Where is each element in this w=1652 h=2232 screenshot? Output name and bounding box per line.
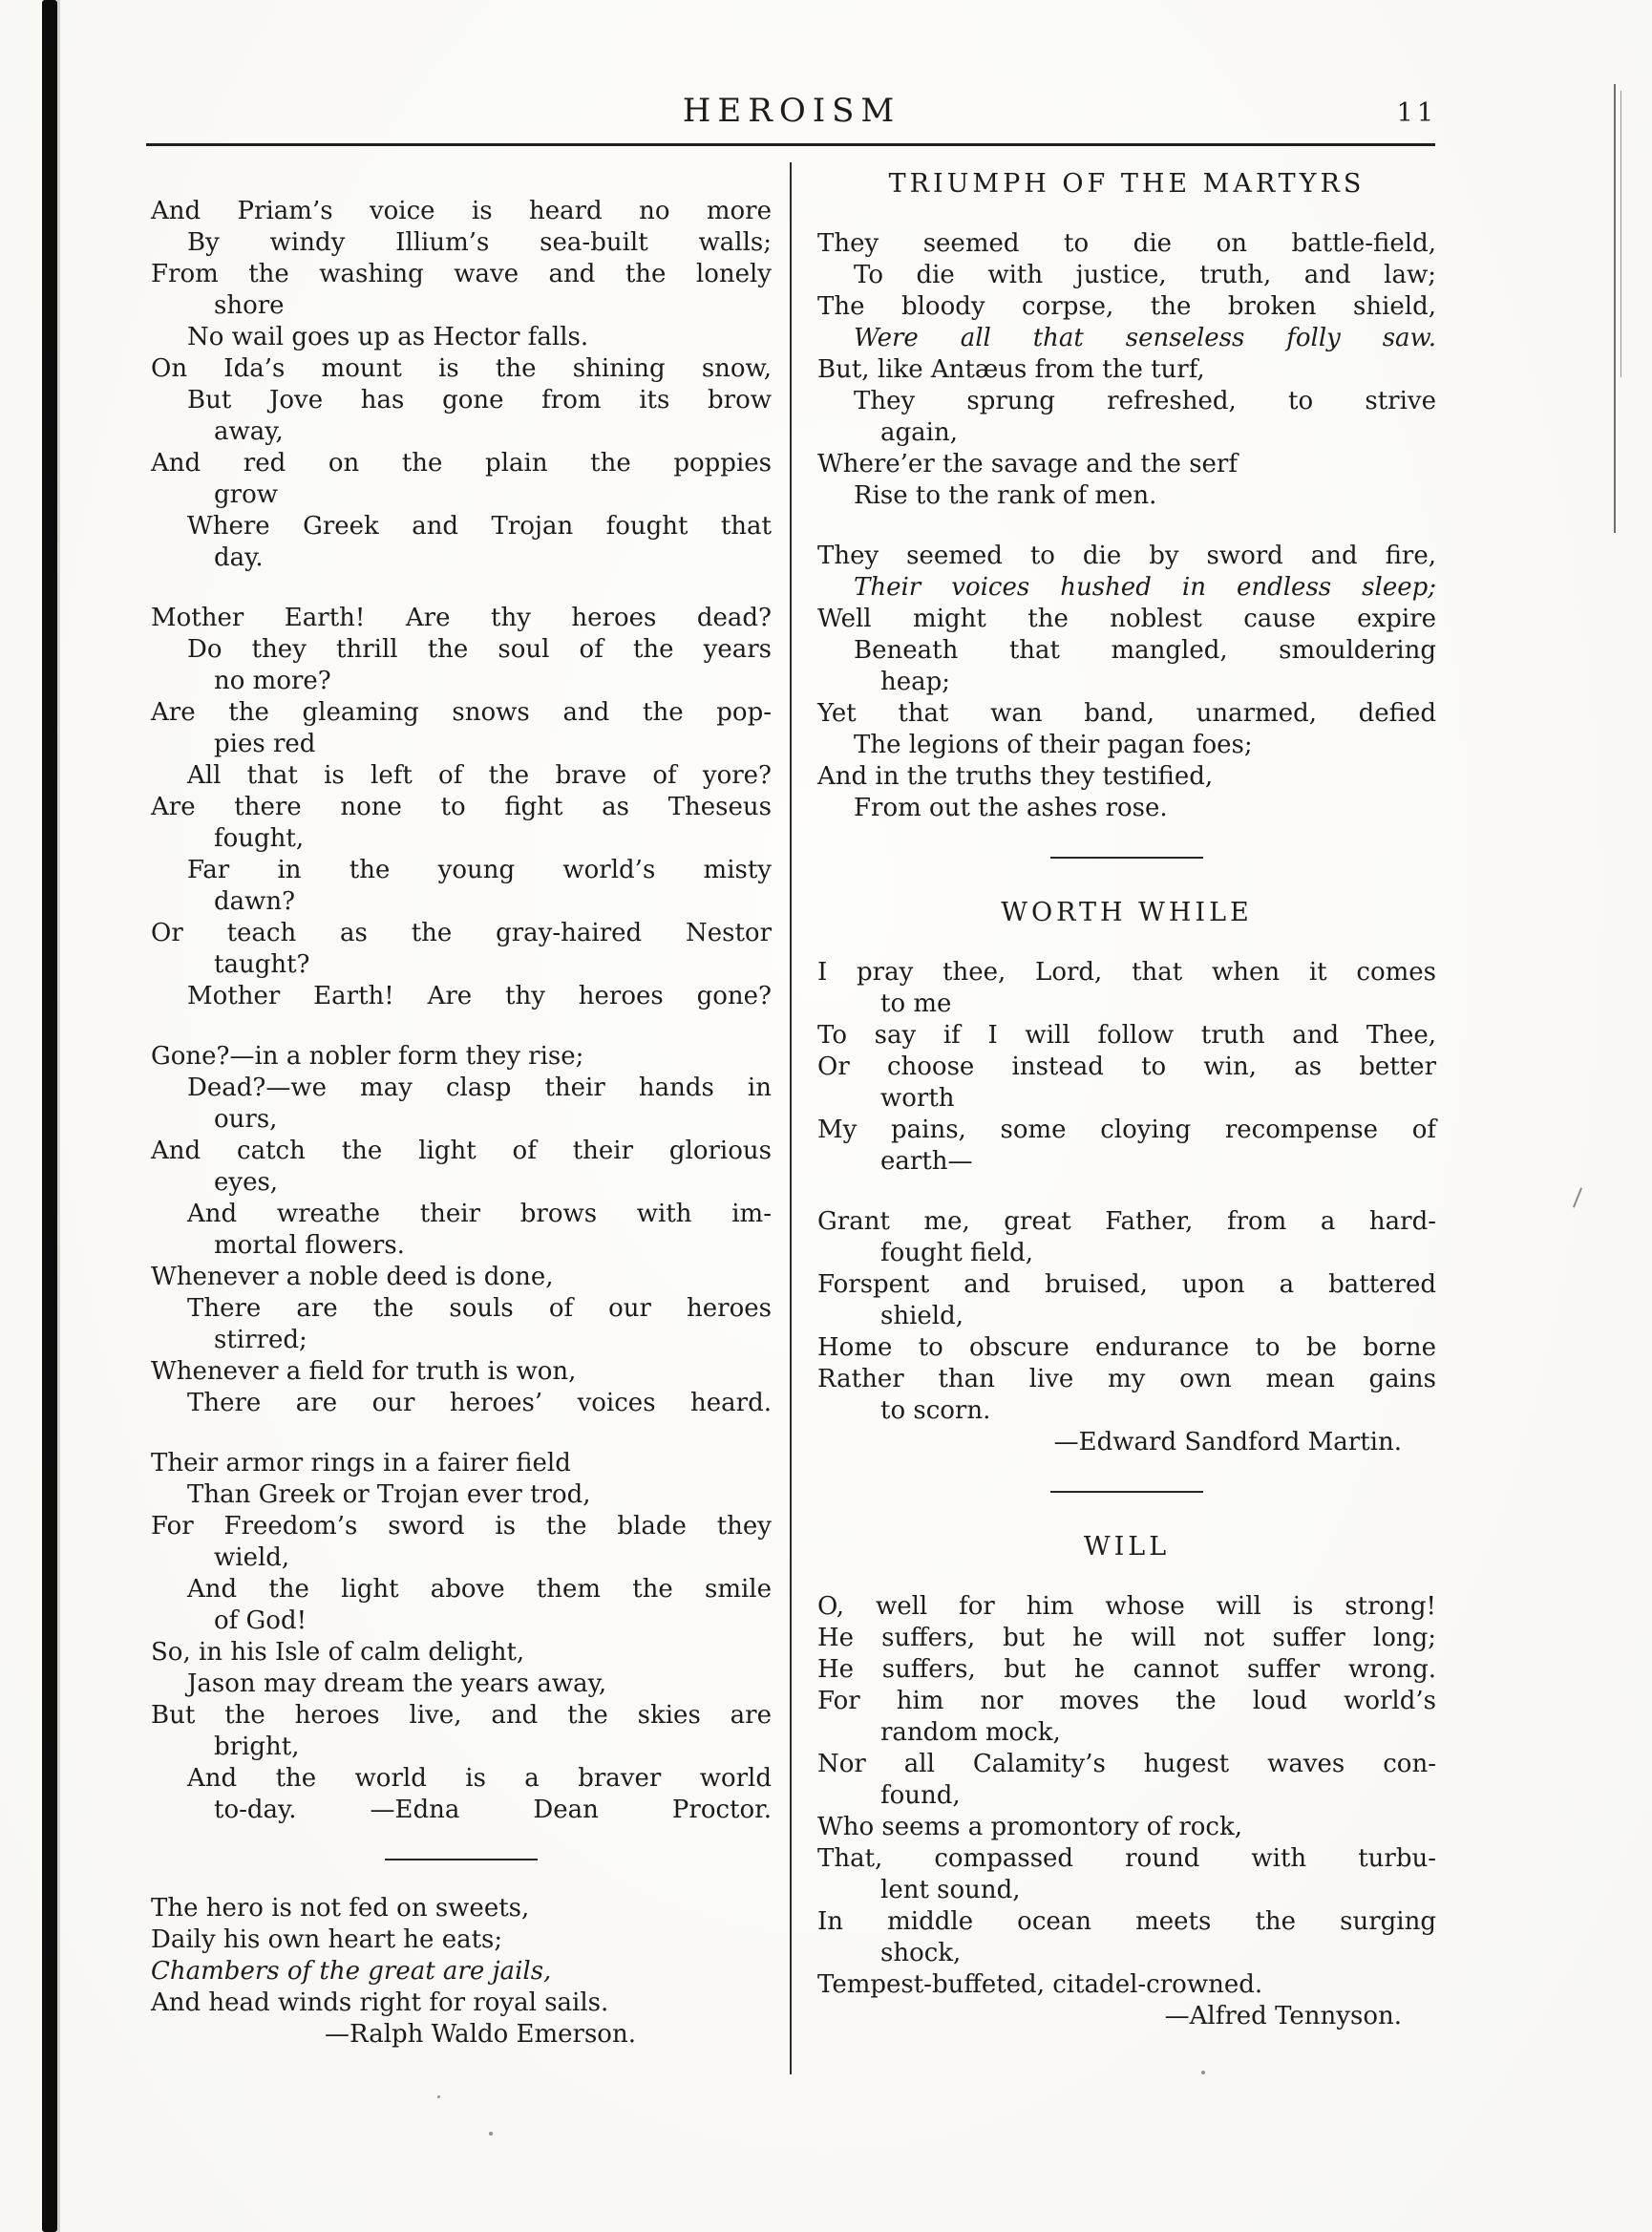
poem-line: Where Greek and Trojan fought that — [187, 512, 772, 541]
poem-line: dawn? — [214, 887, 296, 916]
poem-line: Whenever a noble deed is done, — [151, 1263, 554, 1291]
poem-line: And head winds right for royal sails. — [151, 1988, 609, 2017]
poem-line: worth — [880, 1084, 955, 1113]
poem-line: The hero is not fed on sweets, — [151, 1894, 530, 1923]
poem-line: Yet that wan band, unarmed, defied — [817, 699, 1436, 728]
section-divider-rule — [385, 1859, 538, 1860]
poem-line: shield, — [880, 1302, 964, 1330]
poem-line: Who seems a promontory of rock, — [817, 1813, 1242, 1841]
poem-line: to scorn. — [880, 1396, 991, 1425]
poem-line: They seemed to die on battle-field, — [817, 229, 1436, 258]
poem-line: Dead?—we may clasp their hands in — [187, 1073, 772, 1102]
poem-line: My pains, some cloying recompense of — [817, 1116, 1436, 1144]
poem-line: wield, — [214, 1543, 290, 1572]
poem-line: random mock, — [880, 1718, 1061, 1747]
poem-line: bright, — [214, 1732, 300, 1761]
poem-line: And in the truths they testified, — [817, 762, 1214, 791]
poem-line: Rather than live my own mean gains — [817, 1365, 1436, 1393]
poem-line: Their armor rings in a fairer field — [151, 1449, 571, 1477]
poem-line: eyes, — [214, 1168, 279, 1197]
poem-line: Well might the noblest cause expire — [817, 605, 1436, 633]
poem-line: mortal flowers. — [214, 1231, 405, 1260]
poem-line: He suffers, but he will not suffer long; — [817, 1624, 1436, 1652]
stanza — [817, 1591, 1436, 2032]
page-title: HEROISM — [682, 92, 901, 130]
page-number: 11 — [1396, 98, 1437, 128]
poem-line: And the light above them the smile — [187, 1575, 772, 1604]
poem-line: The legions of their pagan foes; — [854, 731, 1253, 759]
poem-line: But the heroes live, and the skies are — [151, 1701, 772, 1730]
poem-line: Nor all Calamity’s hugest waves con- — [817, 1750, 1436, 1778]
poem-line: And catch the light of their glorious — [151, 1137, 772, 1165]
poem-line: Mother Earth! Are thy heroes gone? — [187, 982, 772, 1010]
poem-line: Are the gleaming snows and the pop- — [151, 698, 772, 727]
poem-title: WORTH WHILE — [1001, 898, 1253, 927]
poem-line: That, compassed round with turbu- — [817, 1844, 1436, 1873]
poem-line: O, well for him whose will is strong! — [817, 1592, 1436, 1621]
stanza — [151, 603, 772, 1012]
poem-line: shore — [214, 291, 285, 320]
poem-line: But, like Antæus from the turf, — [817, 355, 1205, 384]
poem-line: shock, — [880, 1939, 962, 1967]
scan-speck — [1201, 2071, 1205, 2074]
poem-line: Than Greek or Trojan ever trod, — [187, 1480, 591, 1509]
right-column — [817, 168, 1436, 2032]
scan-artifact-mark — [1573, 1187, 1582, 1207]
poem-line: All that is left of the brave of yore? — [187, 761, 772, 790]
poem-line: From the washing wave and the lonely — [151, 260, 772, 288]
poem-line: Are there none to fight as Theseus — [151, 793, 772, 821]
stanza — [151, 1893, 772, 2051]
poem-line: The bloody corpse, the broken shield, — [817, 292, 1436, 321]
poem-line: Mother Earth! Are thy heroes dead? — [151, 604, 772, 632]
poem-line: Far in the young world’s misty — [187, 856, 772, 884]
poem-line: Jason may dream the years away, — [187, 1669, 607, 1698]
poem-line: And Priam’s voice is heard no more — [151, 197, 772, 225]
poem-line: He suffers, but he cannot suffer wrong. — [817, 1655, 1436, 1684]
poem-line: And red on the plain the poppies — [151, 449, 772, 478]
poem-line: Do they thrill the soul of the years — [187, 635, 772, 664]
poem-line: And the world is a braver world — [187, 1764, 772, 1793]
poem-line: They seemed to die by sword and fire, — [817, 542, 1436, 570]
poem-line: Grant me, great Father, from a hard- — [817, 1207, 1436, 1236]
poem-line: Rise to the rank of men. — [854, 481, 1157, 510]
poem-line: Home to obscure endurance to be borne — [817, 1333, 1436, 1362]
stanza — [817, 957, 1436, 1178]
poem-line: fought field, — [880, 1239, 1034, 1267]
poem-line: To die with justice, truth, and law; — [854, 261, 1436, 289]
poem-line: To say if I will follow truth and Thee, — [817, 1021, 1436, 1050]
poem-line: They sprung refreshed, to strive — [854, 387, 1436, 415]
poem-line: There are the souls of our heroes — [187, 1294, 772, 1323]
poem-line: No wail goes up as Hector falls. — [187, 323, 589, 351]
poem-line: Or teach as the gray-haired Nestor — [151, 919, 772, 947]
scan-artifact-line — [1620, 91, 1621, 377]
poem-title: WILL — [1083, 1532, 1171, 1562]
scan-speck — [437, 2095, 440, 2098]
poem-line: Chambers of the great are jails, — [151, 1957, 552, 1986]
poem-line: Whenever a field for truth is won, — [151, 1357, 577, 1386]
poem-line: Forspent and bruised, upon a battered — [817, 1270, 1436, 1299]
poem-line: Where’er the savage and the serf — [817, 450, 1238, 478]
poem-line: For Freedom’s sword is the blade they — [151, 1512, 772, 1541]
poem-line: pies red — [214, 730, 316, 758]
poem-line: heap; — [880, 668, 951, 696]
poem-line: of God! — [214, 1606, 307, 1635]
header-rule — [146, 143, 1435, 146]
poem-line: taught? — [214, 950, 310, 979]
poem-line: day. — [214, 543, 264, 572]
poem-line: to me — [880, 989, 952, 1018]
binding-edge-artifact — [42, 0, 57, 2232]
stanza — [817, 1206, 1436, 1458]
poem-line: So, in his Isle of calm delight, — [151, 1638, 525, 1667]
poem-line: In middle ocean meets the surging — [817, 1907, 1436, 1936]
poem-line: lent sound, — [880, 1876, 1021, 1904]
poem-line: Their voices hushed in endless sleep; — [854, 573, 1436, 602]
stanza — [817, 228, 1436, 512]
attribution-line: —Alfred Tennyson. — [1164, 2002, 1402, 2030]
poem-line: I pray thee, Lord, that when it comes — [817, 958, 1436, 987]
poem-line: away, — [214, 417, 284, 446]
left-column — [151, 196, 772, 2051]
poem-line: But Jove has gone from its brow — [187, 386, 772, 415]
poem-line: Tempest-buffeted, citadel-crowned. — [817, 1970, 1263, 1999]
poem-line: For him nor moves the loud world’s — [817, 1687, 1436, 1715]
poem-line: grow — [214, 480, 278, 509]
poem-line: Beneath that mangled, smouldering — [854, 636, 1436, 665]
poem-line: no more? — [214, 667, 331, 695]
attribution-line: —Edward Sandford Martin. — [1053, 1428, 1402, 1456]
poem-line: found, — [880, 1781, 961, 1810]
poem-line: to-day. —Edna Dean Proctor. — [214, 1796, 772, 1824]
scan-artifact-line — [1614, 84, 1616, 533]
poem-line: Daily his own heart he eats; — [151, 1925, 503, 1954]
stanza — [817, 541, 1436, 824]
poem-line: From out the ashes rose. — [854, 794, 1168, 822]
poem-line: stirred; — [214, 1326, 307, 1354]
attribution-line: —Ralph Waldo Emerson. — [325, 2020, 636, 2049]
poem-line: fought, — [214, 824, 305, 853]
poem-line: Or choose instead to win, as better — [817, 1052, 1436, 1081]
section-divider-rule — [1050, 857, 1203, 859]
poem-line: ours, — [214, 1105, 278, 1134]
stanza — [151, 1448, 772, 1826]
column-divider-rule — [790, 162, 792, 2074]
poem-line: There are our heroes’ voices heard. — [187, 1389, 772, 1417]
poem-title: TRIUMPH OF THE MARTYRS — [888, 169, 1366, 199]
poem-line: Gone?—in a nobler form they rise; — [151, 1042, 584, 1071]
poem-line: Were all that senseless folly saw. — [854, 324, 1436, 352]
stanza — [151, 196, 772, 574]
poem-line: By windy Illium’s sea-built walls; — [187, 228, 772, 257]
section-divider-rule — [1050, 1491, 1203, 1493]
stanza — [151, 1041, 772, 1419]
poem-line: On Ida’s mount is the shining snow, — [151, 354, 772, 383]
poem-line: earth— — [880, 1147, 973, 1176]
poem-line: And wreathe their brows with im- — [187, 1200, 772, 1228]
poem-line: again, — [880, 418, 958, 447]
scan-speck — [489, 2132, 493, 2136]
